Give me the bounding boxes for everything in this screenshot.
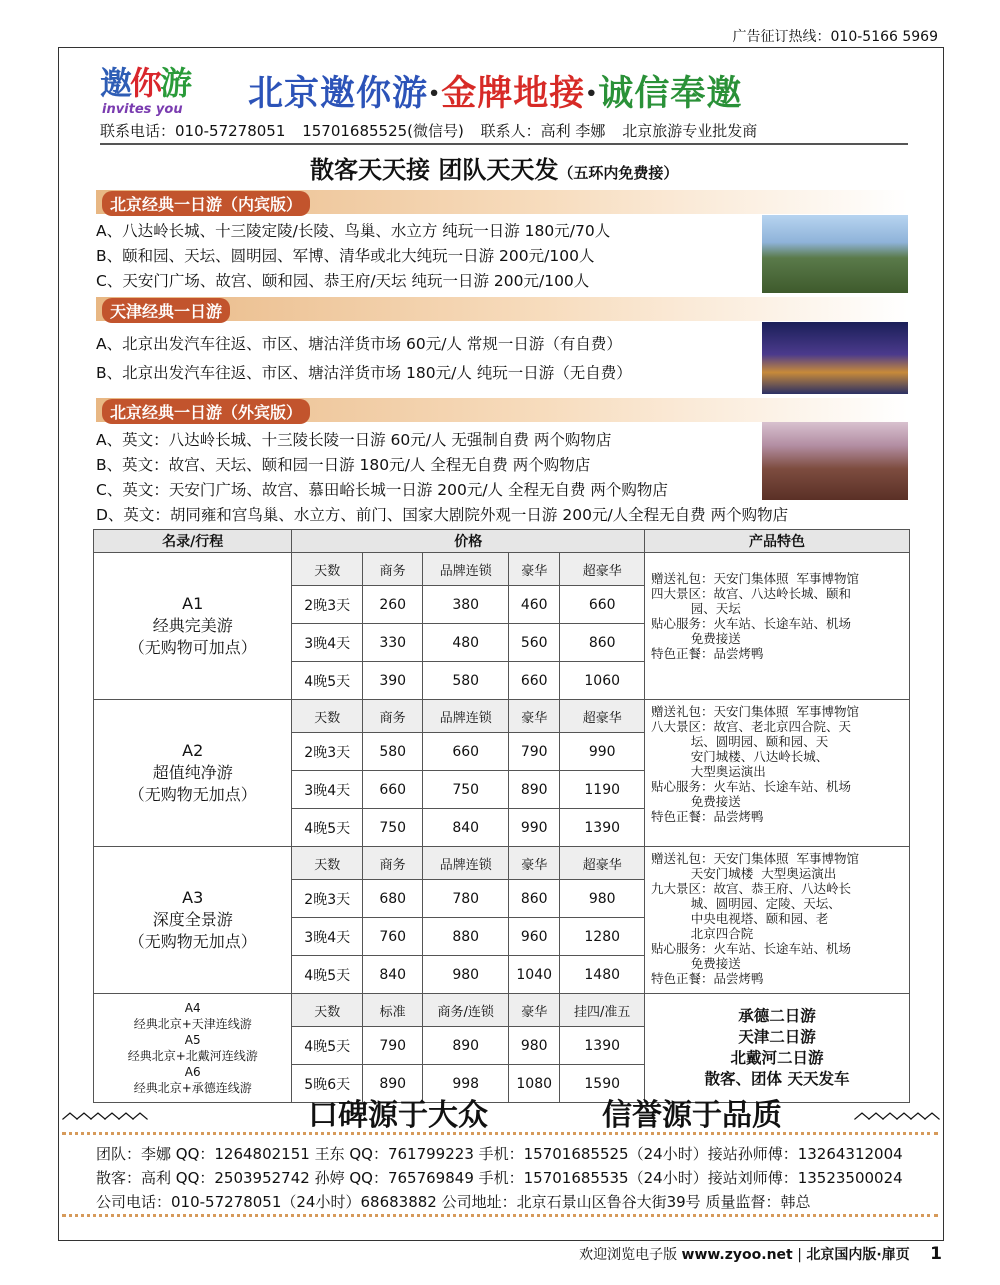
- section-banner: [96, 398, 908, 422]
- package-name: A2 超值纯净游 （无购物无加点）: [94, 700, 292, 847]
- headline-sub: （五环内免费接）: [558, 164, 679, 182]
- sub-header: 商务: [362, 700, 422, 733]
- sub-header: 天数: [292, 700, 363, 733]
- slogan-dot: ·: [428, 73, 442, 114]
- tour-line: A、英文：八达岭长城、十三陵长陵一日游 60元/人 无强制自费 两个购物店: [96, 431, 612, 449]
- headline-main: 散客天天接 团队天天发: [310, 156, 559, 184]
- package-features: 赠送礼包：天安门集体照 军事博物馆 八大景区：故宫、老北京四合院、天 坛、圆明园、颐和园、天 安门城楼、八达岭长城、 大型奥运演出 贴心服务：火车站、长途车站、机场 免费接送 特色正餐：品尝烤鸭: [645, 700, 910, 847]
- table-row: 2晚3天 580 660 790 990: [94, 733, 910, 771]
- motto-right: 信誉源于品质: [602, 1098, 782, 1133]
- sub-header: 天数: [292, 994, 363, 1027]
- sub-header: 品牌连锁: [423, 847, 509, 880]
- section-banner: [96, 190, 908, 214]
- tour-line: A、八达岭长城、十三陵定陵/长陵、鸟巢、水立方 纯玩一日游 180元/70人: [96, 222, 611, 240]
- tianjin-night-photo: [762, 322, 908, 394]
- tour-line: C、英文：天安门广场、故宫、慕田峪长城一日游 200元/人 全程无自费 两个购物店: [96, 481, 668, 499]
- contact-line: [100, 120, 908, 145]
- section-lines: [96, 428, 788, 528]
- motto-left: 口碑源于大众: [308, 1098, 488, 1133]
- combo-tours: 承德二日游 天津二日游 北戴河二日游 散客、团体 天天发车: [645, 994, 910, 1103]
- sub-header: 天数: [292, 553, 363, 586]
- package-features: 赠送礼包：天安门集体照 军事博物馆 四大景区：故宫、八达岭长城、颐和 园、天坛 贴心服务：火车站、长途车站、机场 免费接送 特色正餐：品尝烤鸭: [645, 553, 910, 700]
- footer-line: 团队：李娜 QQ：1264802151 王东 QQ：761799223 手机：15701685525（24小时）接站孙师傅：13264312004: [96, 1145, 903, 1163]
- sub-header: 豪华: [509, 700, 560, 733]
- slogan-part: 北京邀你游: [248, 73, 429, 114]
- table-row: 5晚6天 890 998 1080 1590: [94, 1065, 910, 1103]
- motto-bar: [62, 1090, 938, 1133]
- headline: [310, 150, 678, 185]
- sub-header: 挂四/准五: [560, 994, 645, 1027]
- sub-header: 超豪华: [560, 700, 645, 733]
- sub-header: 豪华: [509, 553, 560, 586]
- sub-header: 超豪华: [560, 847, 645, 880]
- wave-decoration: ︿︿︿︿︿︿: [62, 1103, 147, 1122]
- section-lines: [96, 330, 632, 388]
- footer-line: 公司电话：010-57278051（24小时）68683882 公司地址：北京石景山区鲁谷大街39号 质量监督：韩总: [96, 1193, 811, 1211]
- tour-line: B、颐和园、天坛、圆明园、军博、清华或北大纯玩一日游 200元/100人: [96, 247, 595, 265]
- table-row: 2晚3天 260 380 460 660: [94, 586, 910, 624]
- tour-line: D、英文：胡同雍和宫鸟巢、水立方、前门、国家大剧院外观一日游 200元/人全程无自费 两个购物店: [96, 506, 789, 524]
- footer-line: 散客：高利 QQ：2503952742 孙婷 QQ：765769849 手机：15701685535（24小时）接站刘师傅：13523500024: [96, 1169, 903, 1187]
- page-number: 1: [930, 1244, 942, 1264]
- slogan-part: 金牌地接: [441, 73, 586, 114]
- table-row: 4晚5天 840 980 1040 1480: [94, 956, 910, 994]
- tour-line: C、天安门广场、故宫、颐和园、恭王府/天坛 纯玩一日游 200元/100人: [96, 272, 590, 290]
- sub-header: 商务/连锁: [423, 994, 509, 1027]
- section-title: 天津经典一日游: [102, 298, 230, 323]
- table-row: 3晚4天 330 480 560 860: [94, 624, 910, 662]
- table-row: 3晚4天 760 880 960 1280: [94, 918, 910, 956]
- forbidden-city-photo: [762, 422, 908, 500]
- package-name: A3 深度全景游 （无购物无加点）: [94, 847, 292, 994]
- sub-header: 豪华: [509, 847, 560, 880]
- logo-char: 游: [160, 64, 191, 102]
- col-header-name: 名录/行程: [94, 530, 292, 553]
- footer-welcome: 欢迎浏览电子版: [579, 1247, 678, 1263]
- dotted-divider: [62, 1132, 938, 1135]
- price-table: [93, 529, 910, 1103]
- table-row: 4晚5天 790 890 980 1390: [94, 1027, 910, 1065]
- tour-line: B、英文：故宫、天坛、颐和园一日游 180元/人 全程无自费 两个购物店: [96, 456, 591, 474]
- slogan-dot: ·: [585, 73, 599, 114]
- table-row: 2晚3天 680 780 860 980: [94, 880, 910, 918]
- logo-english: invites you: [102, 102, 183, 117]
- contact-business: 北京旅游专业批发商: [622, 122, 758, 140]
- contact-person: 联系人：高利 李娜: [480, 122, 606, 140]
- tour-line: A、北京出发汽车往返、市区、塘沽洋货市场 60元/人 常规一日游（有自费）: [96, 335, 622, 353]
- table-row: 4晚5天 390 580 660 1060: [94, 662, 910, 700]
- package-features: 赠送礼包：天安门集体照 军事博物馆 天安门城楼 大型奥运演出 九大景区：故宫、恭王府、八达岭长 城、圆明园、定陵、天坛、 中央电视塔、颐和园、老 北京四合院 贴心服务：火车站、长途车站、机场 免费接送 特色正餐：品尝烤鸭: [645, 847, 910, 994]
- sub-header: 豪华: [509, 994, 560, 1027]
- sub-header: 商务: [362, 847, 422, 880]
- ad-hotline: 广告征订热线：010-5166 5969: [732, 29, 938, 45]
- page-footer: 欢迎浏览电子版 www.zyoo.net | 北京国内版·扉页 1: [579, 1244, 942, 1264]
- sub-header: 商务: [362, 553, 422, 586]
- col-header-feature: 产品特色: [645, 530, 910, 553]
- col-header-price: 价格: [292, 530, 645, 553]
- table-row: 3晚4天 660 750 890 1190: [94, 771, 910, 809]
- section-title: 北京经典一日游（外宾版）: [102, 399, 310, 424]
- package-name: A1 经典完美游 （无购物可加点）: [94, 553, 292, 700]
- section-lines: [96, 219, 610, 294]
- sub-header: 标准: [362, 994, 422, 1027]
- header-slogan: [248, 66, 742, 116]
- tour-line: B、北京出发汽车往返、市区、塘沽洋货市场 180元/人 纯玩一日游（无自费）: [96, 364, 632, 382]
- footer-edition: 北京国内版·扉页: [806, 1247, 910, 1263]
- great-wall-photo: [762, 215, 908, 293]
- wave-decoration: ︿︿︿︿︿︿: [853, 1103, 938, 1122]
- logo-char: 你: [130, 64, 161, 102]
- table-row: 4晚5天 750 840 990 1390: [94, 809, 910, 847]
- logo-char: 邀: [100, 64, 131, 102]
- sub-header: 天数: [292, 847, 363, 880]
- footer-site-link[interactable]: www.zyoo.net: [681, 1247, 793, 1263]
- footer-contacts: [96, 1142, 903, 1214]
- sub-header: 超豪华: [560, 553, 645, 586]
- section-title: 北京经典一日游（内宾版）: [102, 191, 310, 216]
- sub-header: 品牌连锁: [423, 553, 509, 586]
- sub-header: 品牌连锁: [423, 700, 509, 733]
- slogan-part: 诚信奉邀: [598, 73, 743, 114]
- brand-logo: [100, 58, 210, 120]
- section-banner: [96, 297, 908, 321]
- combo-package-names: A4 经典北京+天津连线游 A5 经典北京+北戴河连线游 A6 经典北京+承德连线游: [94, 994, 292, 1103]
- contact-wechat: 15701685525(微信号): [302, 122, 464, 140]
- dotted-divider: [62, 1214, 938, 1217]
- contact-phone: 联系电话：010-57278051: [100, 122, 286, 140]
